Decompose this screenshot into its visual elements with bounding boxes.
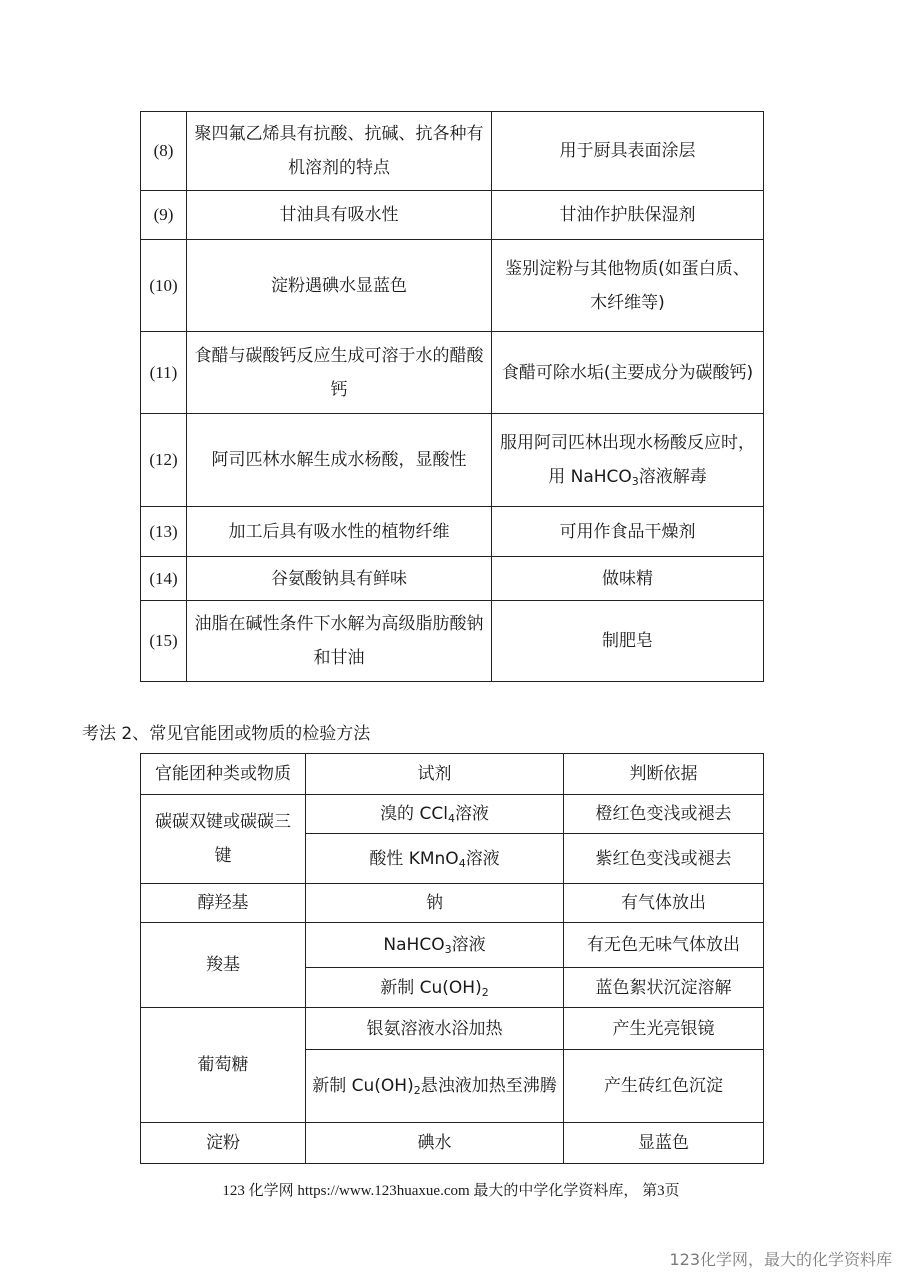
reagent-cell: [306, 795, 564, 834]
subscript: 3: [444, 943, 452, 956]
subscript: 4: [447, 812, 455, 825]
reagent-cell: [306, 834, 564, 884]
basis-cell: 橙红色变浅或褪去: [564, 795, 764, 834]
property-cell: 淀粉遇碘水显蓝色: [187, 240, 492, 332]
row-number: (8): [141, 112, 187, 191]
table-row: [141, 557, 764, 601]
group-cell: 葡萄糖: [141, 1008, 306, 1123]
table-row: [141, 332, 764, 414]
reagent-cell: 银氨溶液水浴加热: [306, 1008, 564, 1050]
table-row: [141, 507, 764, 557]
reagent-text: 酸性 KMnO: [369, 848, 459, 869]
use-text: 溶液解毒: [638, 467, 707, 487]
reagent-text: 溶液: [451, 935, 486, 955]
table-row: [141, 923, 764, 968]
table-row: [141, 191, 764, 240]
table-row: [141, 240, 764, 332]
reagent-cell: [306, 968, 564, 1008]
watermark: 123化学网，最大的化学资料库: [669, 1250, 892, 1269]
use-cell: 可用作食品干燥剂: [492, 507, 764, 557]
use-text: 服用阿司匹林出现水杨酸反应时，用 NaHCO: [500, 433, 755, 487]
reagent-text: 新制 Cu(OH): [312, 1076, 414, 1096]
property-cell: 聚四氟乙烯具有抗酸、抗碱、抗各种有机溶剂的特点: [187, 112, 492, 191]
basis-cell: 有无色无味气体放出: [564, 923, 764, 968]
table-row: [141, 414, 764, 507]
property-cell: 加工后具有吸水性的植物纤维: [187, 507, 492, 557]
table-row: [141, 601, 764, 682]
property-cell: 甘油具有吸水性: [187, 191, 492, 240]
reagent-text: 新制 Cu(OH): [380, 977, 482, 998]
row-number: (9): [141, 191, 187, 240]
column-header: 官能团种类或物质: [141, 754, 306, 795]
row-number: (13): [141, 507, 187, 557]
use-cell: 甘油作护肤保湿剂: [492, 191, 764, 240]
basis-cell: 产生光亮银镜: [564, 1008, 764, 1050]
basis-cell: 显蓝色: [564, 1123, 764, 1164]
use-cell: 用于厨具表面涂层: [492, 112, 764, 191]
subscript: 3: [631, 475, 639, 488]
group-cell: 醇羟基: [141, 884, 306, 923]
table-header-row: [141, 754, 764, 795]
property-cell: 油脂在碱性条件下水解为高级脂肪酸钠和甘油: [187, 601, 492, 682]
group-cell: 羧基: [141, 923, 306, 1008]
basis-cell: 蓝色絮状沉淀溶解: [564, 968, 764, 1008]
row-number: (10): [141, 240, 187, 332]
table-row: [141, 795, 764, 834]
row-number: (14): [141, 557, 187, 601]
subscript: 4: [458, 856, 466, 870]
subscript: 2: [413, 1084, 421, 1097]
property-cell: 阿司匹林水解生成水杨酸，显酸性: [187, 414, 492, 507]
group-cell: 淀粉: [141, 1123, 306, 1164]
table-row: [141, 1123, 764, 1164]
reagent-text: 溶液: [465, 848, 500, 869]
property-cell: 谷氨酸钠具有鲜味: [187, 557, 492, 601]
reagent-text: NaHCO: [383, 935, 445, 955]
reagent-text: 悬浊液加热至沸腾: [420, 1076, 557, 1096]
row-number: (12): [141, 414, 187, 507]
use-cell: [492, 414, 764, 507]
reagent-text: 溶液: [454, 804, 489, 824]
row-number: (15): [141, 601, 187, 682]
column-header: 试剂: [306, 754, 564, 795]
use-cell: 制肥皂: [492, 601, 764, 682]
reagent-cell: 钠: [306, 884, 564, 923]
basis-cell: 有气体放出: [564, 884, 764, 923]
row-number: (11): [141, 332, 187, 414]
basis-cell: 紫红色变浅或褪去: [564, 834, 764, 884]
table-row: [141, 112, 764, 191]
table-row: [141, 1008, 764, 1050]
application-table: [140, 111, 764, 682]
property-cell: 食醋与碳酸钙反应生成可溶于水的醋酸钙: [187, 332, 492, 414]
use-cell: 食醋可除水垢(主要成分为碳酸钙): [492, 332, 764, 414]
table-row: [141, 884, 764, 923]
section-title: 考法 2、常见官能团或物质的检验方法: [82, 724, 371, 744]
column-header: 判断依据: [564, 754, 764, 795]
reagent-cell: 碘水: [306, 1123, 564, 1164]
subscript: 2: [481, 985, 489, 999]
reagent-cell: [306, 923, 564, 968]
reagent-text: 溴的 CCl: [380, 804, 448, 824]
test-methods-table: [140, 753, 764, 1164]
group-cell: 碳碳双键或碳碳三键: [141, 795, 306, 884]
basis-cell: 产生砖红色沉淀: [564, 1050, 764, 1123]
use-cell: 做味精: [492, 557, 764, 601]
page-footer: 123 化学网 https://www.123huaxue.com 最大的中学化学资料库， 第3页: [222, 1183, 680, 1199]
use-cell: 鉴别淀粉与其他物质(如蛋白质、木纤维等): [492, 240, 764, 332]
reagent-cell: [306, 1050, 564, 1123]
